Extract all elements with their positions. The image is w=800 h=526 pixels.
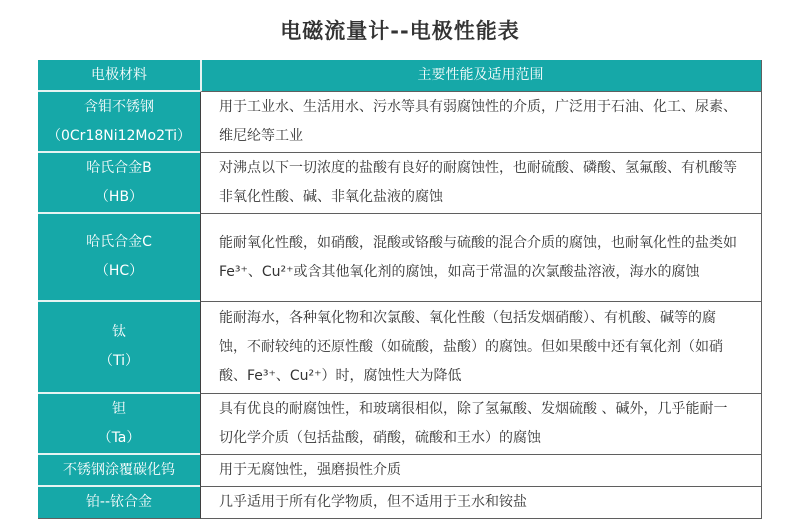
material-cell: [38, 92, 200, 153]
description-cell: [200, 92, 761, 153]
material-name: 哈氏合金C: [86, 234, 152, 250]
description-cell: [200, 153, 761, 214]
material-name: 哈氏合金B: [86, 159, 152, 176]
description-cell: [200, 394, 761, 455]
material-cell: [38, 302, 200, 394]
electrode-performance-table: [38, 60, 762, 519]
table-row: [38, 153, 761, 214]
material-name: 钛: [112, 324, 126, 340]
table-row: [38, 455, 761, 487]
description-cell: [200, 455, 761, 487]
table-row: [38, 214, 761, 302]
material-formula: （Ti）: [98, 353, 139, 369]
material-cell: [38, 153, 200, 214]
material-cell: [38, 455, 200, 487]
description-text: 几乎适用于所有化学物质，但不适用于王水和铵盐: [219, 494, 527, 510]
material-formula: （HC）: [94, 263, 144, 279]
description-text: 能耐氧化性酸，如硝酸，混酸或铬酸与硫酸的混合介质的腐蚀，也耐氧化性的盐类如Fe³⁺、Cu²⁺或含其他氧化剂的腐蚀，如高于常温的次氯酸盐溶液，海水的腐蚀: [219, 234, 737, 280]
description-text: 具有优良的耐腐蚀性，和玻璃很相似，除了氢氟酸、发烟硫酸 、碱外，几乎能耐一切化学介质（包括盐酸，硝酸，硫酸和王水）的腐蚀: [219, 401, 728, 446]
page-title: 电磁流量计--电极性能表: [280, 19, 520, 43]
material-name: 不锈钢涂覆碳化钨: [63, 461, 175, 478]
table-row: [38, 302, 761, 394]
material-formula: （HB）: [94, 188, 144, 205]
description-text: 用于工业水、生活用水、污水等具有弱腐蚀性的介质，广泛用于石油、化工、尿素、维尼纶等工业: [219, 99, 737, 144]
description-cell: [200, 487, 761, 519]
table-row: [38, 394, 761, 455]
material-formula: （Ta）: [97, 429, 141, 446]
table-header-row: [38, 60, 761, 92]
description-cell: [200, 214, 761, 302]
table-row: [38, 92, 761, 153]
table-row: [38, 487, 761, 519]
description-text: 对沸点以下一切浓度的盐酸有良好的耐腐蚀性，也耐硫酸、磷酸、氢氟酸、有机酸等非氧化性酸、碱、非氧化盐液的腐蚀: [219, 160, 737, 205]
description-text: 能耐海水，各种氧化物和次氯酸、氧化性酸（包括发烟硝酸）、有机酸、碱等的腐蚀，不耐较纯的还原性酸（如硫酸，盐酸）的腐蚀。但如果酸中还有氧化剂（如硝酸、Fe³⁺、Cu²⁺）时，腐蚀性大为降低: [219, 310, 723, 384]
description-cell: [200, 302, 761, 394]
header-cell-material: 电极材料: [38, 60, 200, 92]
material-cell: [38, 214, 200, 302]
material-formula: （0Cr18Ni12Mo2Ti）: [47, 127, 191, 144]
material-cell: [38, 394, 200, 455]
description-text: 用于无腐蚀性，强磨损性介质: [219, 462, 401, 478]
material-name: 含钼不锈钢: [84, 98, 154, 115]
material-cell: [38, 487, 200, 519]
material-name: 铂--铱合金: [85, 494, 153, 510]
material-name: 钽: [112, 400, 126, 417]
header-cell-performance: 主要性能及适用范围: [200, 60, 761, 92]
